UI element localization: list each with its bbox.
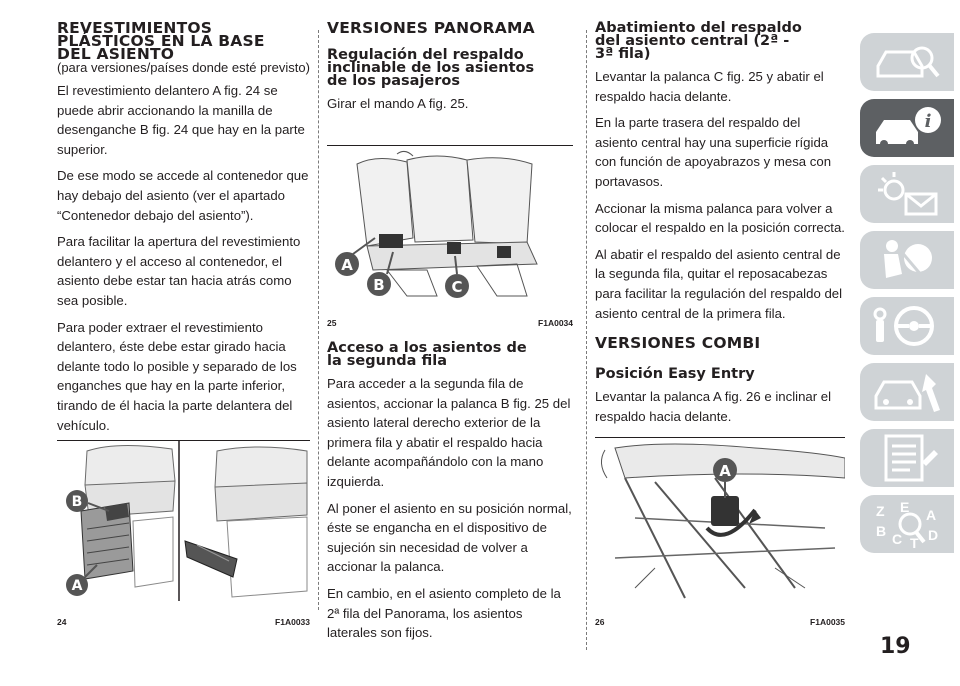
title-line: Acceso a los asientos de [327, 340, 527, 356]
callout-label: A [719, 462, 731, 480]
section-title-revestimientos [57, 19, 310, 63]
callout-A [66, 565, 97, 596]
index-letter: B [876, 523, 887, 539]
title-line: inclinable de los asientos [327, 60, 535, 76]
subsection-title-acceso [327, 342, 573, 368]
paragraph: Levantar la palanca A fig. 26 e inclinar el respaldo hacia delante. [595, 389, 832, 424]
column-1 [57, 19, 310, 442]
car-search-icon [870, 36, 946, 88]
figure-code: F1A0033 [275, 617, 310, 627]
title-line: del asiento central (2ª - [595, 33, 790, 49]
column-3 [595, 22, 845, 433]
nav-item-checklist[interactable] [856, 426, 960, 490]
callout-label: B [373, 276, 385, 294]
title-line: Abatimiento del respaldo [595, 20, 802, 36]
nav-item-steering[interactable] [856, 294, 960, 358]
index-letter: D [928, 527, 939, 543]
nav-item-car-wrench[interactable] [856, 360, 960, 424]
section-title-combi: VERSIONES COMBI [595, 334, 761, 353]
paragraph: En la parte trasera del respaldo del asiento central hay una superficie rígida con función de apoyabrazos y mesa con portavasos. [595, 115, 832, 189]
callout-A [713, 458, 737, 498]
index-letter: Z [876, 503, 885, 519]
column-divider [586, 30, 587, 650]
title-line: DEL ASIENTO [57, 45, 175, 63]
paragraph: Para acceder a la segunda fila de asientos, accionar la palanca B fig. 25 del asiento lateral derecho exterior de la primera fila y abatir el respaldo hacia delante acompañándolo con la mano izquierda. [327, 376, 571, 489]
paragraph: De ese modo se accede al contenedor que hay debajo del asiento (ver el apartado “Contenedor debajo del asiento”). [57, 168, 309, 223]
figure-code: F1A0035 [810, 617, 845, 627]
callout-label: B [71, 494, 83, 510]
page-number: 19 [880, 634, 911, 659]
subsection-title-easy-entry: Posición Easy Entry [595, 366, 755, 383]
nav-item-airbag[interactable] [856, 228, 960, 292]
paragraph: Al poner el asiento en su posición normal, éste se engancha en el dispositivo de sujeción sin necesidad de volver a accionar la palanca. [327, 500, 572, 575]
title-line: PLÁSTICOS EN LA BASE [57, 32, 265, 50]
panorama-seats-illustration [327, 146, 573, 302]
paragraph: En cambio, en el asiento completo de la 2ª fila del Panorama, los asientos laterales son fijos. [327, 585, 561, 641]
callout-label: A [71, 578, 83, 594]
seat-base-illustration [57, 441, 310, 601]
column-2-lower [327, 342, 573, 650]
figure-26 [595, 437, 845, 627]
figure-number: 25 [327, 318, 337, 328]
title-line: Regulación del respaldo [327, 47, 524, 63]
paragraph: Al abatir el respaldo del asiento central de la segunda fila, quitar el reposacabezas para facilitar la regulación del respaldo del asiento central de la primera fila. [595, 246, 843, 321]
index-letter: T [910, 535, 919, 551]
warning-lights-icon [870, 168, 946, 220]
title-line: REVESTIMIENTOS [57, 19, 213, 37]
section-title-panorama: VERSIONES PANORAMA [327, 19, 535, 37]
figure-code: F1A0034 [538, 318, 573, 328]
title-line: 3ª fila) [595, 46, 651, 62]
index-letter: C [892, 531, 903, 547]
column-2 [327, 19, 573, 121]
callout-label: C [451, 278, 463, 296]
title-line: de los pasajeros [327, 73, 460, 89]
alphabet-index-icon [870, 498, 946, 554]
column-divider [318, 30, 319, 610]
title-line: la segunda fila [327, 353, 448, 369]
availability-note: (para versiones/países donde esté previsto) [57, 60, 310, 75]
subsection-title-regulacion [327, 49, 573, 88]
checklist-icon [870, 432, 946, 484]
figure-25 [327, 145, 573, 328]
figure-24 [57, 440, 310, 627]
paragraph: Levantar la palanca C fig. 25 y abatir el respaldo hacia delante. [595, 69, 824, 104]
nav-item-car-info[interactable] [856, 96, 960, 160]
paragraph: El revestimiento delantero A fig. 24 se puede abrir accionando la manilla de desenganche B fig. 24 que hay en la parte superior. [57, 83, 305, 157]
airbag-seat-icon [870, 234, 946, 286]
paragraph: Para facilitar la apertura del revestimiento delantero y el acceso al contenedor, el asiento debe estar tan hacia atrás como sea posible. [57, 234, 301, 308]
nav-item-warning-lights[interactable] [856, 162, 960, 226]
easy-entry-illustration [595, 438, 845, 601]
subsection-title-abatimiento [595, 22, 845, 61]
info-glyph: i [924, 111, 932, 132]
paragraph: Accionar la misma palanca para volver a colocar el respaldo en la posición correcta. [595, 200, 845, 236]
car-info-icon [870, 102, 946, 154]
nav-item-alphabet-index[interactable] [856, 492, 960, 556]
callout-label: A [341, 256, 353, 274]
index-letter: E [900, 499, 910, 515]
figure-number: 26 [595, 617, 605, 627]
nav-item-car-search[interactable] [856, 30, 960, 94]
steering-key-icon [870, 300, 946, 352]
car-wrench-icon [870, 366, 946, 418]
index-letter: A [926, 507, 937, 523]
paragraph: Girar el mando A fig. 25. [327, 96, 469, 111]
figure-number: 24 [57, 617, 67, 627]
paragraph: Para poder extraer el revestimiento delantero, éste debe estar girado hacia delante todo lo posible y separado de los enganches que hay en la parte inferior, tirando de él hacia la parte delantera del vehículo. [57, 319, 297, 433]
